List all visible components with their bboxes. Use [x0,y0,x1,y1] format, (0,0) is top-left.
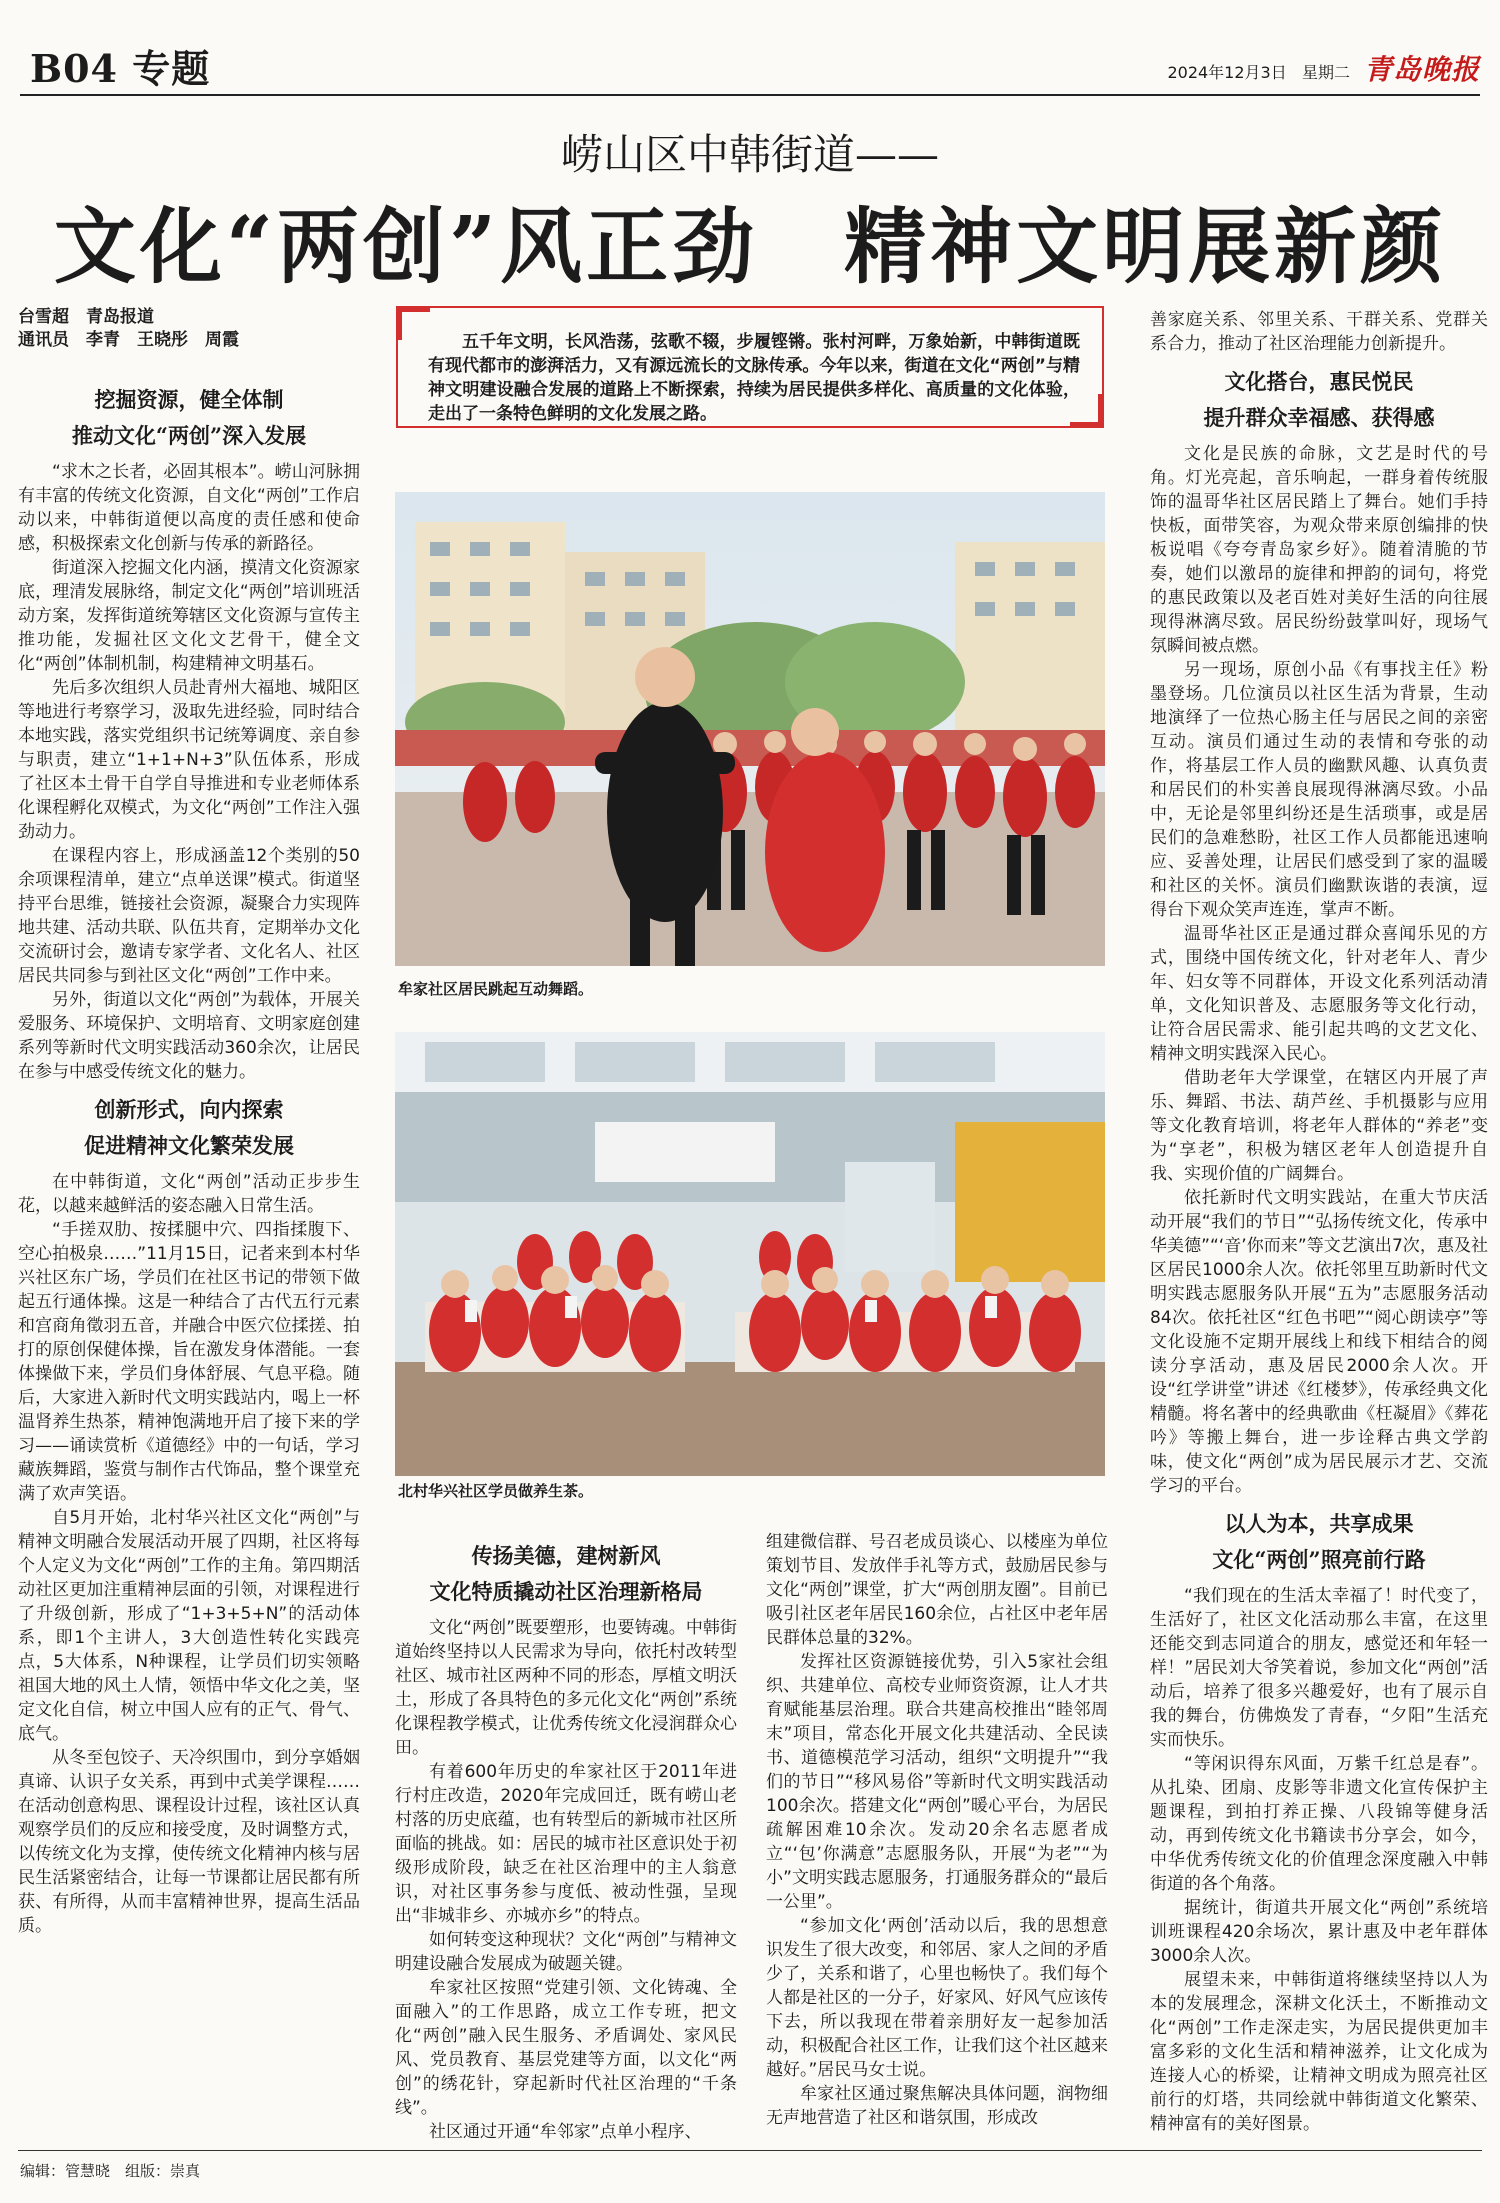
article-column-2 [395,1530,737,2144]
paragraph: 温哥华社区正是通过群众喜闻乐见的方式，围绕中国传统文化，针对老年人、青少年、妇女等不同群体，开设文化系列活动清单，文化知识普及、志愿服务等文化行动，让符合居民需求、能引起共鸣的文艺文化、精神文明实践深入民心。 [1150,924,1488,1064]
paragraph: 在中韩街道，文化“两创”活动正步步生花，以越来越鲜活的姿态融入日常生活。 [18,1172,360,1216]
photo-tea-class [395,1032,1105,1476]
section-heading-line: 以人为本，共享成果 [1224,1511,1414,1536]
paragraph: 自5月开始，北村华兴社区文化“两创”与精神文明融合发展活动开展了四期，社区将每个人定义为文化“两创”工作的主角。第四期活动社区更加注重精神层面的引领，对课程进行了升级创新，形成了“1+3+5+N”的活动体系，即1个主讲人，3大创造性转化实践亮点，5大体系，N种课程，让学员们切实领略祖国大地的风土人情，领悟中华文化之美，坚定文化自信，树立中国人应有的正气、骨气、底气。 [18,1508,360,1744]
header-rule [20,94,1480,96]
photo-tea-class-image [395,1032,1105,1476]
section-heading-line: 文化特质撬动社区治理新格局 [429,1579,703,1604]
paragraph: 牟家社区按照“党建引领、文化铸魂、全面融入”的工作思路，成立工作专班，把文化“两创”融入民生服务、矛盾调处、家风民风、党员教育、基层党建等方面，以文化“两创”的绣花针，穿起新时代社区治理的“千条线”。 [395,1978,737,2118]
lead-box-corner [396,306,430,340]
article-column-4 [1150,308,1488,2136]
paragraph: 牟家社区通过聚焦解决具体问题，润物细无声地营造了社区和谐氛围，形成改 [766,2084,1108,2128]
section-heading [18,1092,360,1164]
paragraph: “参加文化‘两创’活动以后，我的思想意识发生了很大改变，和邻居、家人之间的矛盾少了，关系和谐了，心里也畅快了。我们每个人都是社区的一分子，好家风、好风气应该传下去，所以我现在带着亲朋好友一起参加活动，积极配合社区工作，让我们这个社区越来越好。”居民马女士说。 [766,1916,1108,2080]
section-heading-line: 创新形式，向内探索 [94,1097,284,1122]
paragraph: 社区通过开通“牟邻家”点单小程序、 [429,2122,702,2142]
paragraph: 据统计，街道共开展文化“两创”系统培训班课程420余场次，累计惠及中老年群体3000余人次。 [1150,1898,1488,1966]
paragraph: 文化是民族的命脉，文艺是时代的号角。灯光亮起，音乐响起，一群身着传统服饰的温哥华社区居民踏上了舞台。她们手持快板，面带笑容，为观众带来原创编排的快板说唱《夸夸青岛家乡好》。随着清脆的节奏，她们以激昂的旋律和押韵的词句，将党的惠民政策以及老百姓对美好生活的向往展现得淋漓尽致。居民纷纷鼓掌叫好，现场气氛瞬间被点燃。 [1150,444,1488,656]
paragraph: 如何转变这种现状？文化“两创”与精神文明建设融合发展成为破题关键。 [395,1930,737,1974]
byline-correspondents: 通讯员 李青 王晓彤 周霞 [18,330,239,350]
footer-rule [18,2150,1482,2151]
paragraph: “求木之长者，必固其根本”。崂山河脉拥有丰富的传统文化资源，自文化“两创”工作启动以来，中韩街道便以高度的责任感和使命感，积极探索文化创新与传承的新路径。 [18,462,360,554]
photo-dance-image [395,492,1105,966]
paragraph: 有着600年历史的牟家社区于2011年进行村庄改造，2020年完成回迁，既有崂山老村落的历史底蕴，也有转型后的新城市社区所面临的挑战。如：居民的城市社区意识处于初级形成阶段，缺乏在社区治理中的主人翁意识，对社区事务参与度低、被动性强，呈现出“非城非乡、亦城亦乡”的特点。 [395,1762,737,1926]
issue-date [1167,60,1350,83]
section-heading [18,382,360,454]
paragraph: “我们现在的生活太幸福了！时代变了，生活好了，社区文化活动那么丰富，在这里还能交到志同道合的朋友，感觉还和年轻一样！”居民刘大爷笑着说，参加文化“两创”活动后，培养了很多兴趣爱好，也有了展示自我的舞台，仿佛焕发了青春，“夕阳”生活充实而快乐。 [1150,1586,1488,1750]
paragraph: 另一现场，原创小品《有事找主任》粉墨登场。几位演员以社区生活为背景，生动地演绎了一位热心肠主任与居民之间的亲密互动。演员们通过生动的表情和夸张的动作，将基层工作人员的幽默风趣、认真负责和居民们的朴实善良展现得淋漓尽致。小品中，无论是邻里纠纷还是生活琐事，或是居民们的急难愁盼，社区工作人员都能迅速响应、妥善处理，让居民们感受到了家的温暖和社区的关怀。演员们幽默诙谐的表演，逗得台下观众笑声连连，掌声不断。 [1150,660,1488,920]
paragraph: 文化“两创”既要塑形，也要铸魂。中韩街道始终坚持以人民需求为导向，依托村改转型社区、城市社区两种不同的形态，厚植文明沃土，形成了各具特色的多元化文化“两创”系统化课程教学模式，让优秀传统文化浸润群众心田。 [395,1618,737,1758]
paragraph: 发挥社区资源链接优势，引入5家社会组织、共建单位、高校专业师资资源，让人才共育赋能基层治理。联合共建高校推出“睦邻周末”项目，常态化开展文化共建活动、全民读书、道德模范学习活动，组织“文明提升”“我们的节日”“移风易俗”等新时代文明实践活动100余次。搭建文化“两创”暖心平台，为居民疏解困难10余次。发动20余名志愿者成立“‘包’你满意”志愿服务队，开展“为老”“为小”文明实践志愿服务，打通服务群众的“最后一公里”。 [766,1652,1108,1912]
paragraph: “等闲识得东风面，万紫千红总是春”。从扎染、团扇、皮影等非遗文化宣传保护主题课程，到拍打养正操、八段锦等健身活动，再到传统文化书籍读书分享会，如今，中华优秀传统文化的价值理念深度融入中韩街道的各个角落。 [1150,1754,1488,1894]
paragraph: 在课程内容上，形成涵盖12个类别的50余项课程清单，建立“点单送课”模式。街道坚持平台思维，链接社会资源，凝聚合力实现阵地共建、活动共联、队伍共育，定期举办文化交流研讨会，邀请专家学者、文化名人、社区居民共同参与到社区文化“两创”工作中来。 [18,846,360,986]
date-text: 2024年12月3日 [1167,63,1287,82]
paragraph: 展望未来，中韩街道将继续坚持以人为本的发展理念，深耕文化沃土，不断推动文化“两创”工作走深走实，为居民提供更加丰富多彩的文化生活和精神滋养，让文化成为连接人心的桥梁，让精神文明成为照亮社区前行的灯塔，共同绘就中韩街道文化繁荣、精神富有的美好图景。 [1150,1970,1488,2134]
lead-text: 五千年文明，长风浩荡，弦歌不辍，步履铿锵。张村河畔，万象始新，中韩街道既有现代都市的澎湃活力，又有源远流长的文脉传承。今年以来，街道在文化“两创”与精神文明建设融合发展的道路上不断探索，持续为居民提供多样化、高质量的文化体验，走出了一条特色鲜明的文化发展之路。 [428,332,1080,424]
section-heading-line: 传扬美德，建树新风 [471,1543,661,1568]
weekday-text: 星期二 [1301,63,1350,82]
byline-reporter: 台雪超 青岛报道 [18,307,154,327]
paragraph: 从冬至包饺子、天冷织围巾，到分享婚姻真谛、认识子女关系，再到中式美学课程……在活动创意构思、课程设计过程，该社区认真观察学员们的反应和接受度，及时调整方式，以传统文化为支撑，使传统文化精神内核与居民生活紧密结合，让每一节课都让居民都有所获、有所得，从而丰富精神世界，提高生活品质。 [18,1748,360,1936]
paragraph: 善家庭关系、邻里关系、干群关系、党群关系合力，推动了社区治理能力创新提升。 [1150,310,1488,354]
section-heading [1150,364,1488,436]
section-heading-line: 提升群众幸福感、获得感 [1203,405,1435,430]
article-column-1 [18,374,360,1938]
photo-tea-class-caption: 北村华兴社区学员做养生茶。 [398,1482,594,1500]
section-heading-line: 文化“两创”照亮前行路 [1212,1547,1426,1572]
editor-credit: 编辑：管慧晓 组版：崇真 [20,2162,201,2180]
article-column-3 [766,1530,1108,2130]
section-heading-line: 促进精神文化繁荣发展 [84,1133,294,1158]
paragraph: 组建微信群、号召老成员谈心、以楼座为单位策划节目、发放伴手礼等方式，鼓励居民参与文化“两创”课堂，扩大“两创朋友圈”。目前已吸引社区老年居民160余位，占社区中老年居民群体总量的32%。 [766,1532,1108,1648]
section-heading-line: 挖掘资源，健全体制 [94,387,284,412]
section-heading-line: 文化搭台，惠民悦民 [1224,369,1414,394]
paragraph: “手搓双肋、按揉腿中穴、四指揉腹下、空心拍极泉……”11月15日，记者来到本村华兴社区东广场，学员们在社区书记的带领下做起五行通体操。这是一种结合了古代五行元素和宫商角徵羽五音，并融合中医穴位揉搓、拍打的原创保健体操，旨在激发身体潜能。一套体操做下来，学员们身体舒展、气息平稳。随后，大家进入新时代文明实践站内，喝上一杯温肾养生热茶，精神饱满地开启了接下来的学习——诵读赏析《道德经》中的一句话，学习藏族舞蹈，鉴赏与制作古代饰品，整个课堂充满了欢声笑语。 [18,1220,360,1504]
photo-dance [395,492,1105,966]
paragraph: 借助老年大学课堂，在辖区内开展了声乐、舞蹈、书法、葫芦丝、手机摄影与应用等文化教育培训，将老年人群体的“养老”变为“享老”，积极为辖区老年人创造提升自我、实现价值的广阔舞台。 [1150,1068,1488,1184]
paragraph: 另外，街道以文化“两创”为载体，开展关爱服务、环境保护、文明培育、文明家庭创建系列等新时代文明实践活动360余次，让居民在参与中感受传统文化的魅力。 [18,990,360,1082]
page-section-label: B04 专题 [30,46,211,91]
headline-kicker: 崂山区中韩街道—— [560,130,939,179]
lead-box-corner [1070,394,1104,428]
section-heading-line: 推动文化“两创”深入发展 [71,423,307,448]
section-heading [395,1538,737,1610]
section-heading [1150,1506,1488,1578]
photo-dance-caption: 牟家社区居民跳起互动舞蹈。 [398,980,594,998]
paragraph: 先后多次组织人员赴青州大福地、城阳区等地进行考察学习，汲取先进经验，同时结合本地实践，落实党组织书记统筹调度、亲自参与职责，建立“1+1+N+3”队伍体系，形成了社区本土骨干自学自导推进和专业老师体系化课程孵化双模式，为文化“两创”工作注入强劲动力。 [18,678,360,842]
byline [18,306,239,352]
paragraph: 街道深入挖掘文化内涵，摸清文化资源家底，理清发展脉络，制定文化“两创”培训班活动方案，发挥街道统筹辖区文化资源与宣传主推功能，发掘社区文化文艺骨干，健全文化“两创”体制机制，构建精神文明基石。 [18,558,360,674]
newspaper-logo: 青岛晚报 [1363,53,1480,86]
lead-box [396,306,1104,428]
paragraph: 依托新时代文明实践站，在重大节庆活动开展“我们的节日”“弘扬传统文化，传承中华美德”“‘音’你而来”等文艺演出7次，惠及社区居民1000余人次。依托邻里互助新时代文明实践志愿服务队开展“五为”志愿服务活动84次。依托社区“红色书吧”“阅心朗读亭”等文化设施不定期开展线上和线下相结合的阅读分享活动，惠及居民2000余人次。开设“红学讲堂”讲述《红楼梦》，传承经典文化精髓。将名著中的经典歌曲《枉凝眉》《葬花吟》等搬上舞台，进一步诠释古典文学韵味，使文化“两创”成为居民展示才艺、交流学习的平台。 [1150,1188,1488,1496]
main-headline: 文化“两创”风正劲 精神文明展新颜 [53,199,1447,295]
